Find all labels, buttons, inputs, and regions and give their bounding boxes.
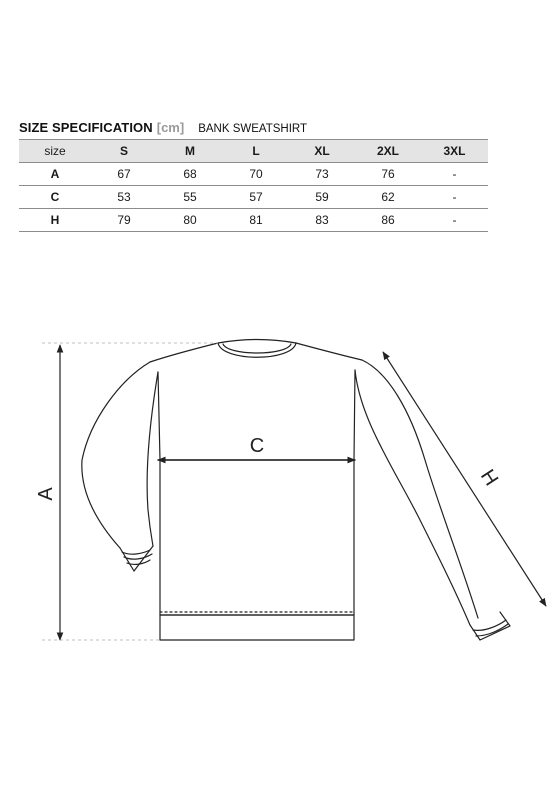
table-cell: 76 xyxy=(355,163,421,186)
table-cell: 55 xyxy=(157,186,223,209)
table-row-c xyxy=(19,186,488,209)
size-header-xl: XL xyxy=(289,140,355,163)
row-label-h: H xyxy=(19,209,91,232)
table-cell: 81 xyxy=(223,209,289,232)
table-row-a xyxy=(19,163,488,186)
row-label-c: C xyxy=(19,186,91,209)
table-cell: - xyxy=(421,163,488,186)
dimension-c-label: C xyxy=(249,435,265,457)
sweatshirt-outline xyxy=(82,340,510,641)
dimension-a-label: A xyxy=(35,487,57,501)
table-cell: - xyxy=(421,186,488,209)
dimension-h-line xyxy=(383,352,546,606)
size-header-2xl: 2XL xyxy=(355,140,421,163)
size-spec-header xyxy=(19,120,307,136)
table-cell: 57 xyxy=(223,186,289,209)
dimension-a xyxy=(35,343,218,640)
row-label-a: A xyxy=(19,163,91,186)
table-cell: 70 xyxy=(223,163,289,186)
table-cell: 62 xyxy=(355,186,421,209)
table-cell: 83 xyxy=(289,209,355,232)
spec-unit: [cm] xyxy=(156,120,185,135)
table-cell: 53 xyxy=(91,186,157,209)
size-header-3xl: 3XL xyxy=(421,140,488,163)
size-header-m: M xyxy=(157,140,223,163)
dimension-h xyxy=(383,352,546,606)
dimension-h-label: H xyxy=(475,465,503,490)
table-cell: 68 xyxy=(157,163,223,186)
dimension-c xyxy=(158,435,355,460)
table-cell: 67 xyxy=(91,163,157,186)
table-cell: - xyxy=(421,209,488,232)
table-cell: 73 xyxy=(289,163,355,186)
size-table xyxy=(19,139,488,232)
size-header-s: S xyxy=(91,140,157,163)
product-name: BANK SWEATSHIRT xyxy=(198,123,308,135)
table-cell: 80 xyxy=(157,209,223,232)
table-row-h xyxy=(19,209,488,232)
size-column-header: size xyxy=(19,140,91,163)
table-cell: 86 xyxy=(355,209,421,232)
table-cell: 79 xyxy=(91,209,157,232)
table-cell: 59 xyxy=(289,186,355,209)
size-header-l: L xyxy=(223,140,289,163)
table-header-row xyxy=(19,140,488,163)
sweatshirt-diagram xyxy=(0,300,554,660)
spec-title: SIZE SPECIFICATION xyxy=(19,120,153,135)
